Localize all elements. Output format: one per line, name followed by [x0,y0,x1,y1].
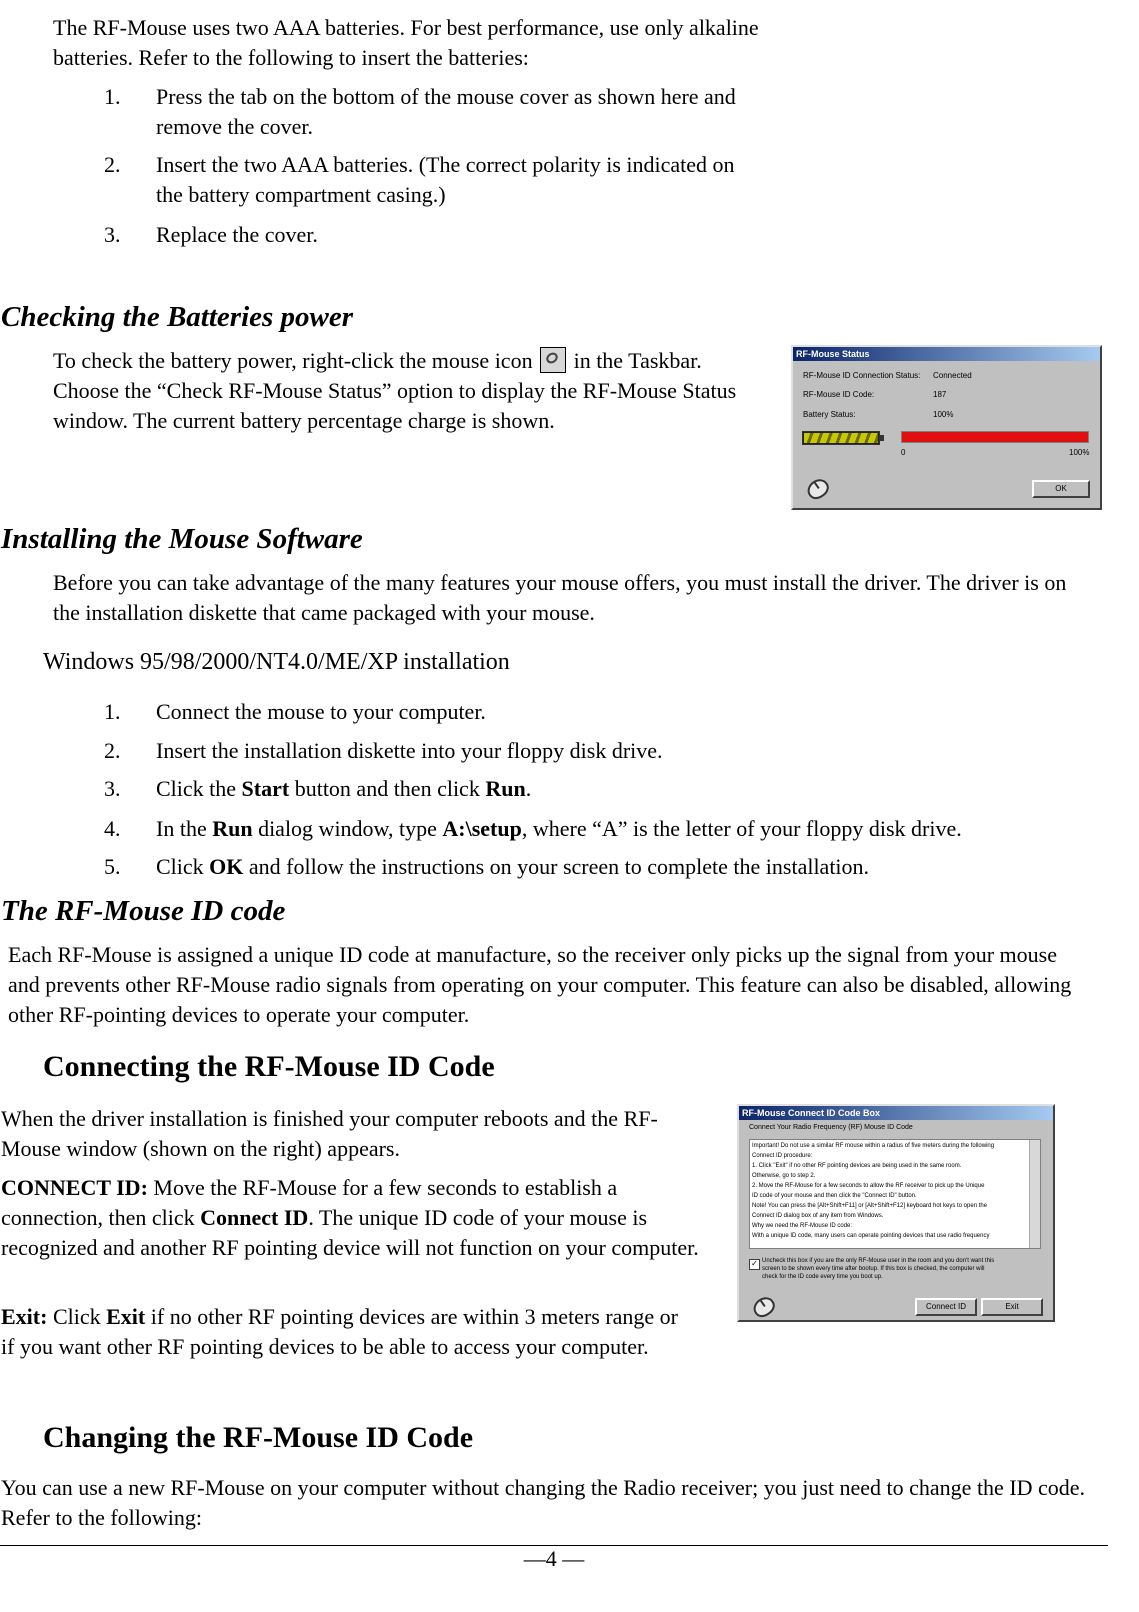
list-item [104,150,744,210]
connecting-paragraph: When the driver installation is finished your computer reboots and the RF-Mouse window (shown on the right) appears. [1,1106,658,1161]
group-label: Connect Your Radio Frequency (RF) Mouse ID Code [749,1124,913,1131]
battery-gauge-icon [802,431,880,445]
section-heading-connecting: Connecting the RF-Mouse ID Code [43,1050,495,1083]
instruction-line: Why we need the RF-Mouse ID code: [752,1223,853,1229]
list-item [104,82,744,142]
mouse-icon [804,475,832,502]
instruction-line: Connect ID procedure: [752,1153,813,1159]
list-item [104,736,1094,766]
show-on-startup-checkbox[interactable]: ✓ [749,1259,760,1270]
list-number: 2. [104,152,121,177]
checkbox-label-line: Uncheck this box if you are the only RF-Mouse user in the room and you don't want this [762,1258,995,1264]
progress-min-label: 0 [901,448,906,457]
changing-paragraph: You can use a new RF-Mouse on your computer without changing the Radio receiver; you just need to change the ID code. Refer to the following: [1,1475,1086,1530]
id-code-label: RF-Mouse ID Code: [803,390,875,399]
instruction-line: With a unique ID code, many users can operate pointing devices that use radio frequency [752,1233,990,1239]
instruction-line: Note! You can press the [Alt+Shift+F11] or [Alt+Shift+F12] keyboard hot keys to open the [752,1203,988,1209]
section-heading-install: Installing the Mouse Software [1,523,363,555]
connection-status-value: Connected [933,371,972,380]
list-number: 1. [104,84,121,109]
section-heading-id-code: The RF-Mouse ID code [1,895,286,927]
list-text: Click OK and follow the instructions on your screen to complete the installation. [156,854,870,879]
list-text: Insert the installation diskette into your floppy disk drive. [156,738,663,763]
mouse-tray-icon [540,347,566,373]
list-item [104,220,744,250]
list-number: 3. [104,222,121,247]
list-number: 3. [104,776,121,801]
page-number: —4 — [523,1546,585,1571]
install-subheading: Windows 95/98/2000/NT4.0/ME/XP installation [43,649,510,675]
scrollbar[interactable] [1029,1140,1040,1248]
instruction-line: Otherwise, go to step 2. [752,1173,816,1179]
connect-id-dialog [737,1104,1055,1322]
list-number: 5. [104,854,121,879]
list-item [104,697,1094,727]
checkbox-label-line: screen to be shown every time after bootup. If this box is checked, the computer will [762,1266,985,1272]
list-text: Connect the mouse to your computer. [156,699,486,724]
instruction-line: Connect ID dialog box of any item from Windows. [752,1213,884,1219]
list-item [104,814,1094,844]
instruction-line: Important! Do not use a similar RF mouse within a radius of five meters during the following [752,1143,995,1149]
exit-button[interactable]: Exit [981,1298,1043,1316]
list-text: Click the Start button and then click Run. [156,776,532,801]
section-heading-changing: Changing the RF-Mouse ID Code [43,1421,474,1454]
battery-text-before: To check the battery power, right-click the mouse icon [53,348,533,373]
list-text: Press the tab on the bottom of the mouse cover as shown here and remove the cover. [156,84,736,139]
intro-paragraph: The RF-Mouse uses two AAA batteries. For best performance, use only alkaline batteries. Refer to the following to insert the batteries: [53,15,759,70]
rf-mouse-status-dialog [791,345,1102,510]
instruction-line: ID code of your mouse and then click the "Connect ID" button. [752,1193,917,1199]
connect-id-paragraph: CONNECT ID: Move the RF-Mouse for a few seconds to establish a connection, then click Connect ID. The unique ID code of your mouse is recognized and another RF pointing device will not function on your computer. [1,1175,699,1260]
checkbox-label-line: check for the ID code every time you boot up. [762,1274,883,1280]
battery-paragraph [53,346,753,436]
list-number: 1. [104,699,121,724]
id-code-value: 187 [933,390,947,399]
list-text: In the Run dialog window, type A:\setup, where “A” is the letter of your floppy disk drive. [156,816,962,841]
instruction-line: 2. Move the RF-Mouse for a few seconds to allow the RF receiver to pick up the Unique [752,1183,985,1189]
exit-paragraph: Exit: Click Exit if no other RF pointing devices are within 3 meters range or if you want other RF pointing devices to be able to access your computer. [1,1304,679,1359]
section-heading-battery: Checking the Batteries power [1,301,354,333]
ok-button[interactable]: OK [1032,480,1090,498]
instruction-line: 1. Click "Exit" if no other RF pointing devices are being used in the same room. [752,1163,962,1169]
connect-id-button[interactable]: Connect ID [915,1298,977,1316]
install-paragraph: Before you can take advantage of the many features your mouse offers, you must install the driver. The driver is on the installation diskette that came packaged with your mouse. [53,570,1067,625]
list-item [104,774,1094,804]
id-code-paragraph: Each RF-Mouse is assigned a unique ID code at manufacture, so the receiver only picks up the signal from your mouse and prevents other RF-Mouse radio signals from operating on your computer. This feature can also be disabled, allowing other RF-pointing devices to operate your computer. [8,942,1072,1027]
list-number: 2. [104,738,121,763]
list-number: 4. [104,816,121,841]
instructions-textbox[interactable] [749,1139,1041,1249]
battery-progress-bar [901,431,1089,443]
dialog-title: RF-Mouse Connect ID Code Box [739,1106,1053,1120]
connection-status-label: RF-Mouse ID Connection Status: [803,371,921,380]
list-text: Insert the two AAA batteries. (The correct polarity is indicated on the battery compartment casing.) [156,152,735,207]
battery-text-after: in the Taskbar. Choose the “Check RF-Mouse Status” option to display the RF-Mouse Status window. The current battery percentage charge is shown. [53,348,737,433]
progress-max-label: 100% [1069,448,1090,457]
battery-status-value: 100% [933,410,954,419]
mouse-icon [750,1293,778,1320]
list-text: Replace the cover. [156,222,318,247]
list-item [104,852,1094,882]
battery-status-label: Battery Status: [803,410,856,419]
dialog-title: RF-Mouse Status [793,347,1100,361]
